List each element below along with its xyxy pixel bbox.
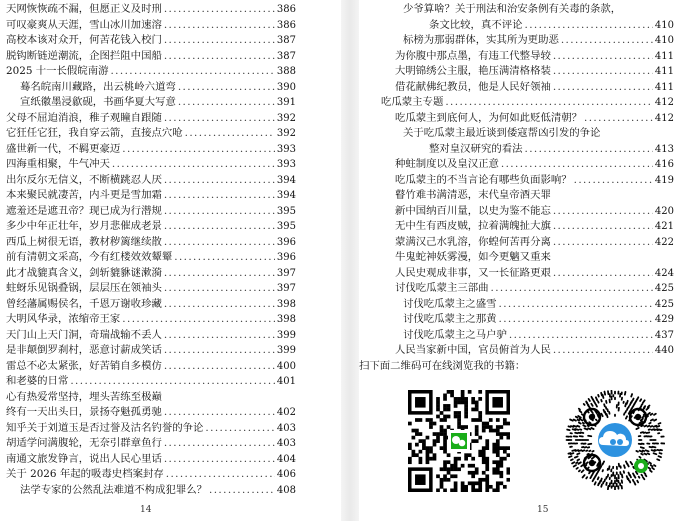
dot-leader xyxy=(164,49,275,65)
toc-entry-page: 424 xyxy=(654,267,674,279)
toc-entry[interactable] xyxy=(6,297,296,313)
dot-leader xyxy=(122,312,275,328)
toc-entry[interactable] xyxy=(6,312,296,328)
dot-leader xyxy=(164,111,275,127)
toc-entry-page: 429 xyxy=(654,314,674,325)
toc-entry[interactable] xyxy=(6,18,296,34)
toc-entry-title: 和老婆的日常 xyxy=(6,375,69,387)
toc-entry[interactable] xyxy=(6,173,296,189)
toc-entry-title: 蛀蚜乐见锅叠锅，层层压在领袖头 xyxy=(6,282,162,294)
dot-leader xyxy=(164,297,275,313)
toc-entry-page: 390 xyxy=(276,81,296,93)
qr-prompt: 扫下面二维码可在线浏览我的书籍： xyxy=(359,359,526,372)
dot-leader xyxy=(499,312,653,328)
toc-entry-title: 雷总不必太紧张，好苦销自多模仿 xyxy=(6,359,162,372)
toc-entry-page: 416 xyxy=(654,159,674,170)
toc-entry-page: 420 xyxy=(654,205,674,217)
toc-entry[interactable] xyxy=(381,343,674,359)
dot-leader xyxy=(122,142,275,158)
toc-entry-title: 吃瓜蒙主到底何人，为何如此贬低清朝？ xyxy=(395,111,583,124)
toc-entry-title: 宣纸徽墨浸歙砚，书画华夏大写意 xyxy=(20,96,176,108)
toc-entry-title: 吃瓜蒙主专题 xyxy=(381,96,444,108)
toc-entry[interactable] xyxy=(381,80,674,96)
toc-entry-page: 411 xyxy=(654,66,674,77)
toc-entry-page: 393 xyxy=(276,159,296,170)
dot-leader xyxy=(164,219,275,235)
toc-entry-title: 盛世新一代，不羁更豪迈 xyxy=(6,142,121,155)
toc-entry-title: 蓦名皖南川藏路，出云桃岭六道弯 xyxy=(20,80,176,93)
toc-entry[interactable] xyxy=(6,436,296,452)
toc-entry-title: 法学专家的公然乱法难道不构成犯罪么？ xyxy=(20,483,208,496)
toc-entry-title: 心有热爱常坚持，埋头苦练至极巅 xyxy=(6,390,162,403)
toc-entry-title: 2025 十一长假皖南游 xyxy=(6,65,109,77)
toc-entry[interactable] xyxy=(381,297,674,313)
toc-entry[interactable] xyxy=(6,374,296,390)
dot-leader xyxy=(553,204,653,220)
toc-entry-page: 388 xyxy=(276,66,296,77)
toc-entry[interactable] xyxy=(381,64,674,80)
toc-entry[interactable] xyxy=(6,405,296,421)
dot-leader xyxy=(553,64,653,80)
toc-entry-page: 425 xyxy=(654,283,674,294)
toc-entry-page: 399 xyxy=(276,329,296,341)
dot-leader xyxy=(178,80,275,96)
toc-entry[interactable] xyxy=(6,343,296,359)
toc-entry[interactable] xyxy=(6,80,296,96)
toc-entry-page: 386 xyxy=(276,4,296,15)
toc-entry-page: 440 xyxy=(654,345,674,356)
toc-entry-title: 牛鬼蛇神妖雾漫，如今更魑又重来 xyxy=(395,251,551,263)
dot-leader xyxy=(553,235,653,251)
toc-entry-title: 讨伐吃瓜蒙主之马户驴 xyxy=(403,328,507,341)
dot-leader xyxy=(509,328,653,344)
dot-leader xyxy=(164,436,275,452)
toc-entry-title: 无中生有西皮贼，拉着满魄扯大旗 xyxy=(395,220,551,232)
toc-entry[interactable] xyxy=(6,467,296,483)
toc-entry-page: 399 xyxy=(276,345,296,356)
toc-entry[interactable] xyxy=(381,2,674,18)
toc-entry[interactable] xyxy=(6,188,296,204)
toc-entry-title: 本来聚民就凄苦，内斗更是雪加霜 xyxy=(6,189,162,201)
book-gutter xyxy=(341,0,359,521)
toc-entry-title: 整对皇汉研究的看法 xyxy=(429,142,523,155)
toc-entry-title: 关于吃瓜蒙主最近谈到倭寇帮凶引发的争论 xyxy=(403,127,601,139)
toc-entry-page: 400 xyxy=(276,360,296,372)
toc-entry-page: 425 xyxy=(654,298,674,310)
toc-entry[interactable] xyxy=(6,452,296,468)
page-number: 15 xyxy=(537,505,549,515)
toc-entry-page: 392 xyxy=(276,112,296,124)
dot-leader xyxy=(164,405,275,421)
toc-entry-title: 条文比较，真不评论 xyxy=(429,18,523,31)
dot-leader xyxy=(553,219,653,235)
dot-leader xyxy=(164,204,275,220)
toc-entry-title: 少爷算啥？关于刑法和治安条例有关毒的条款， xyxy=(403,3,622,15)
toc-entry-page: 401 xyxy=(276,376,296,387)
toc-entry-title: 吃瓜蒙主的不当言论有哪些负面影响？ xyxy=(395,173,572,186)
dot-leader xyxy=(70,374,275,390)
toc-entry[interactable] xyxy=(381,157,674,173)
toc-entry-page: 398 xyxy=(276,314,296,325)
toc-entry[interactable] xyxy=(381,95,674,111)
dot-leader xyxy=(525,18,653,34)
toc-entry[interactable] xyxy=(6,421,296,437)
toc-entry[interactable] xyxy=(381,235,674,251)
toc-entry-page: 403 xyxy=(276,438,296,449)
toc-entry[interactable] xyxy=(381,328,674,344)
toc-entry-page: 392 xyxy=(276,128,296,139)
toc-entry[interactable] xyxy=(6,111,296,127)
toc-entry-title: 南通文旅发铮言，说出人民心里话 xyxy=(6,452,162,465)
toc-entry-title: 胡适学问满腹轮，无奈引群章鱼行 xyxy=(6,437,162,449)
toc-entry-page: 411 xyxy=(654,50,674,62)
toc-entry-page: 398 xyxy=(276,298,296,310)
toc-entry[interactable] xyxy=(6,250,296,266)
toc-entry[interactable] xyxy=(381,173,674,189)
toc-entry[interactable] xyxy=(381,250,674,266)
dot-leader xyxy=(445,95,653,111)
toc-entry-title: 为你腹中那点墨，有违工代整导较 xyxy=(395,49,551,62)
mini-program-code-image xyxy=(565,390,665,490)
toc-entry-title: 大明风华录，浓缩帝王家 xyxy=(6,313,121,325)
toc-entry[interactable] xyxy=(381,188,674,204)
toc-entry-page: 437 xyxy=(654,329,674,341)
toc-entry-page: 395 xyxy=(276,205,296,217)
toc-entry-page: 421 xyxy=(654,221,674,232)
dot-leader xyxy=(164,266,275,282)
toc-entry-page: 413 xyxy=(654,143,674,155)
toc-entry-page: 386 xyxy=(276,19,296,31)
toc-entry-page: 419 xyxy=(654,174,674,186)
toc-entry-title: 前有清朝文采高，今有红楼效效颦颦 xyxy=(6,251,173,263)
dot-leader xyxy=(164,18,275,34)
toc-entry-title: 讨伐吃瓜蒙主之那黄 xyxy=(403,313,497,325)
toc-entry[interactable] xyxy=(6,64,296,80)
toc-entry[interactable] xyxy=(381,266,674,282)
toc-entry-title: 人民史观成非事，又一长征路更艰 xyxy=(395,266,551,279)
toc-entry[interactable] xyxy=(6,142,296,158)
dot-leader xyxy=(164,173,275,189)
toc-entry-title: 出尔反尔无信义，不断横跳忍人厌 xyxy=(6,173,162,186)
toc-entry[interactable] xyxy=(381,111,674,127)
toc-entry-page: 402 xyxy=(276,407,296,418)
dot-leader xyxy=(166,467,275,483)
toc-entry[interactable] xyxy=(381,18,674,34)
toc-entry-page: 410 xyxy=(654,19,674,31)
dot-leader xyxy=(584,111,653,127)
toc-entry[interactable] xyxy=(6,390,296,406)
dot-leader xyxy=(561,33,653,49)
toc-entry-title: 天门山上天门洞，奇瑞战输不丢人 xyxy=(6,328,162,341)
dot-leader xyxy=(164,33,275,49)
toc-entry-title: 遮羞还是遮丑帝？现已成为行潜规 xyxy=(6,204,162,217)
toc-entry-page: 387 xyxy=(276,35,296,46)
toc-entry-title: 终有一天出头日，景扬夺魁孤勇驰 xyxy=(6,406,162,418)
page-number: 14 xyxy=(140,505,152,515)
toc-entry-page: 395 xyxy=(276,221,296,232)
toc-entry-title: 种蛀制度以及皇汉正意 xyxy=(395,158,499,170)
dot-leader xyxy=(112,157,275,173)
toc-entry[interactable] xyxy=(6,204,296,220)
dot-leader xyxy=(205,421,274,437)
toc-entry-title: 人民当家新中国，官员俯首为人民 xyxy=(395,344,551,356)
dot-leader xyxy=(110,64,274,80)
toc-entry-title: 脱钩断链逆潮流，企图拦阻中国船 xyxy=(6,49,162,62)
toc-entry[interactable] xyxy=(381,49,674,65)
toc-entry-page: 394 xyxy=(276,174,296,186)
dot-leader xyxy=(164,328,275,344)
dot-leader xyxy=(164,188,275,204)
dot-leader xyxy=(164,2,275,18)
toc-entry-title: 多少中年正壮年，岁月悲催成老景 xyxy=(6,220,162,232)
toc-entry[interactable] xyxy=(6,33,296,49)
dot-leader xyxy=(553,266,653,282)
toc-entry[interactable] xyxy=(6,359,296,375)
toc-entry-page: 412 xyxy=(654,97,674,108)
toc-entry-page: 394 xyxy=(276,190,296,201)
toc-entry-page: 422 xyxy=(654,236,674,248)
toc-entry-title: 此才战貔真含义，剑斩貔貅谜漱漪 xyxy=(6,266,162,279)
toc-entry-title: 讨伐吃瓜蒙主三部曲 xyxy=(395,282,489,294)
toc-entry-page: 391 xyxy=(276,97,296,108)
wechat-qr-code[interactable] xyxy=(408,390,510,492)
toc-entry-page: 396 xyxy=(276,252,296,263)
dot-leader xyxy=(525,142,653,158)
toc-entry[interactable] xyxy=(6,219,296,235)
dot-leader xyxy=(164,281,275,297)
left-page xyxy=(0,0,341,521)
toc-entry-title: 西瓜上树很无语，教材秽篱继续散 xyxy=(6,235,162,248)
toc-entry-page: 408 xyxy=(276,484,296,496)
right-page xyxy=(359,0,700,521)
toc-entry-title: 是非颠倒罗刹村，恶意讨薪成笑话 xyxy=(6,344,162,356)
toc-entries-left xyxy=(6,2,296,498)
toc-entry-page: 396 xyxy=(276,236,296,248)
toc-entry[interactable] xyxy=(6,483,296,499)
toc-entry[interactable] xyxy=(381,312,674,328)
toc-entry-page: 411 xyxy=(654,81,674,93)
toc-entry[interactable] xyxy=(381,33,674,49)
toc-entry-title: 瞽竹难书满清恶，末代皇帝酒天罪 xyxy=(395,189,551,201)
qr-code-image xyxy=(408,390,510,492)
toc-entry-title: 父母不屈迫消浪，稚子观瞳自跟随 xyxy=(6,111,162,124)
toc-entry[interactable] xyxy=(6,126,296,142)
app-qr-code[interactable] xyxy=(565,390,665,490)
toc-entry[interactable] xyxy=(6,328,296,344)
toc-entry-page: 397 xyxy=(276,283,296,294)
dot-leader xyxy=(499,297,653,313)
dot-leader xyxy=(164,343,275,359)
dot-leader xyxy=(553,343,653,359)
toc-entry[interactable] xyxy=(381,204,674,220)
toc-entry[interactable] xyxy=(381,126,674,142)
toc-entry[interactable] xyxy=(6,281,296,297)
toc-entry-title: 可叹豪爽从天涯，雪山冰川加速溶 xyxy=(6,18,162,31)
toc-entry[interactable] xyxy=(381,219,674,235)
toc-entry-title: 标榜为那弱群体，实其所为更助恶 xyxy=(403,34,559,46)
toc-entry-title: 关于 2026 年起的吸毒史档案封存 xyxy=(6,468,164,480)
toc-entry-page: 397 xyxy=(276,267,296,279)
dot-leader xyxy=(164,235,275,251)
toc-entry-title: 四海重相聚，牛气冲天 xyxy=(6,158,110,170)
dot-leader xyxy=(501,157,653,173)
toc-entry-title: 它狂任它狂，我自穿云箭，直接点穴呛 xyxy=(6,127,183,139)
toc-entry-page: 406 xyxy=(276,469,296,480)
toc-entry[interactable] xyxy=(381,281,674,297)
dot-leader xyxy=(164,452,275,468)
dot-leader xyxy=(164,359,275,375)
toc-entry[interactable] xyxy=(6,2,296,18)
toc-entry[interactable] xyxy=(6,157,296,173)
toc-entry[interactable] xyxy=(381,142,674,158)
toc-entry-title: 蒙满汉己水乳溶，你蝗何苦再分离 xyxy=(395,235,551,248)
toc-entry-page: 412 xyxy=(654,112,674,124)
toc-entry-title: 曾经藩属赐侯名，千恩万谢收珍藏 xyxy=(6,297,162,310)
dot-leader xyxy=(209,483,275,499)
toc-entry[interactable] xyxy=(6,49,296,65)
toc-entry-title: 大明锦绣公主服，艳压满清格格装 xyxy=(395,65,551,77)
toc-entries-right xyxy=(359,2,674,374)
dot-leader xyxy=(553,80,653,96)
toc-entry-title: 借花献佛纪教员，他是人民好领袖 xyxy=(395,80,551,93)
toc-entry-title: 知乎关于刘道玉是否过誉及沽名钓誉的争论 xyxy=(6,421,204,434)
toc-entry-page: 393 xyxy=(276,143,296,155)
toc-entry-page: 410 xyxy=(654,35,674,46)
toc-entry-page: 403 xyxy=(276,422,296,434)
toc-entry-page: 387 xyxy=(276,50,296,62)
toc-entry[interactable] xyxy=(6,266,296,282)
dot-leader xyxy=(178,95,275,111)
toc-entry-title: 新中国纳百川量，以史为鉴不能忘 xyxy=(395,204,551,217)
toc-entry[interactable] xyxy=(6,235,296,251)
dot-leader xyxy=(574,173,653,189)
dot-leader xyxy=(553,49,653,65)
toc-entry-title: 天网恢恢疏不漏，但愿正义及时刑 xyxy=(6,3,162,15)
toc-entry[interactable] xyxy=(6,95,296,111)
dot-leader xyxy=(185,126,275,142)
toc-entry-title: 讨伐吃瓜蒙主之盛雪 xyxy=(403,297,497,310)
dot-leader xyxy=(491,281,653,297)
dot-leader xyxy=(174,250,275,266)
toc-entry-page: 404 xyxy=(276,453,296,465)
toc-entry-title: 高校本该对众开，何苦花钱入校门 xyxy=(6,34,162,46)
